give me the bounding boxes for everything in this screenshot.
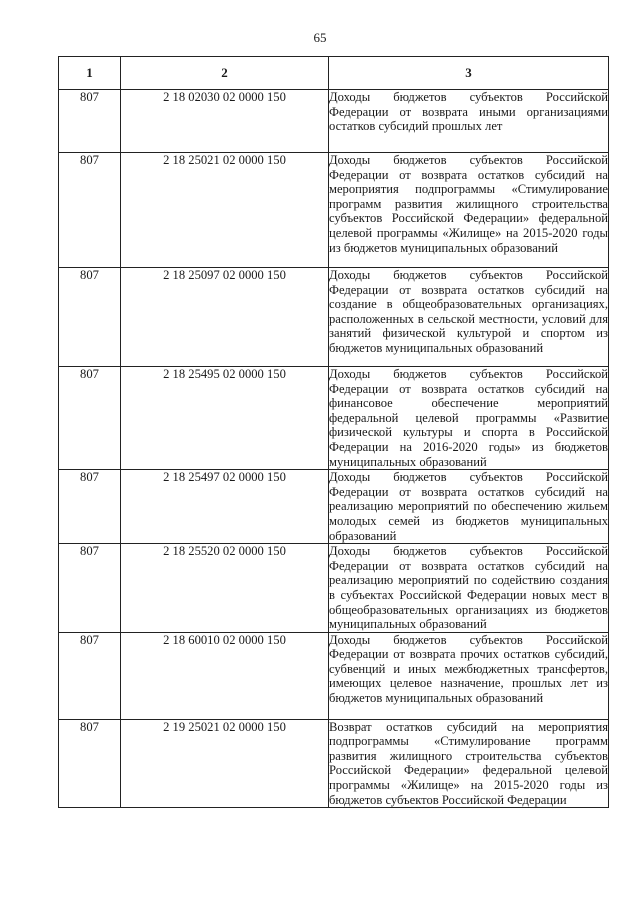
description-cell: Возврат остатков субсидий на мероприятия подпрограммы «Стимулирование программ развития жилищного строительства субъектов Российской Федерации» федеральной целевой программы «Жилище» на 2015-2020 годы из бюджетов субъектов Российской Федерации: [329, 719, 608, 807]
budget-code-cell: 2 18 02030 02 0000 150: [121, 90, 329, 153]
admin-code-cell: 807: [59, 544, 121, 633]
admin-code-cell: 807: [59, 719, 121, 808]
column-header-1: 1: [59, 57, 121, 90]
budget-code-cell: 2 18 25520 02 0000 150: [121, 544, 329, 633]
table-row: [59, 153, 609, 268]
description-cell: Доходы бюджетов субъектов Российской Федерации от возврата остатков субсидий на реализацию мероприятий по обеспечению жильем молодых семей из бюджетов муниципальных образований: [329, 470, 608, 543]
admin-code-cell: 807: [59, 90, 121, 153]
admin-code-cell: 807: [59, 470, 121, 544]
budget-code-cell: 2 18 60010 02 0000 150: [121, 632, 329, 719]
admin-code-cell: 807: [59, 367, 121, 470]
table-row: [59, 268, 609, 367]
description-cell: Доходы бюджетов субъектов Российской Федерации от возврата остатков субсидий на создание в общеобразовательных организациях, расположенных в сельской местности, условий для занятий физической культурой и спортом из бюджетов муниципальных образований: [329, 268, 609, 367]
budget-code-cell: 2 18 25497 02 0000 150: [121, 470, 329, 544]
table-header-row: [59, 57, 609, 90]
table-row: [59, 544, 609, 633]
description-cell: Доходы бюджетов субъектов Российской Федерации от возврата остатков субсидий на реализацию мероприятий по содействию создания в субъектах Российской Федерации новых мест в общеобразовательных организациях из бюджетов муниципальных образований: [329, 544, 608, 632]
page-number: 65: [313, 30, 327, 45]
description-cell: Доходы бюджетов субъектов Российской Федерации от возврата иными организациями остатков субсидий прошлых лет: [329, 90, 609, 153]
table-row: [59, 470, 609, 544]
table-row: [59, 719, 609, 808]
table-row: [59, 367, 609, 470]
description-cell: Доходы бюджетов субъектов Российской Федерации от возврата прочих остатков субсидий, субвенций и иных межбюджетных трансфертов, имеющих целевое назначение, прошлых лет из бюджетов муниципальных образований: [329, 632, 609, 719]
budget-code-cell: 2 18 25097 02 0000 150: [121, 268, 329, 367]
budget-revenue-table: [58, 56, 609, 808]
table-row: [59, 632, 609, 719]
column-header-2: 2: [121, 57, 329, 90]
description-cell: Доходы бюджетов субъектов Российской Федерации от возврата остатков субсидий на финансовое обеспечение мероприятий федеральной целевой программы «Развитие физической культуры и спорта в Российской Федерации на 2016-2020 годы» из бюджетов муниципальных образований: [329, 367, 608, 469]
budget-code-cell: 2 19 25021 02 0000 150: [121, 719, 329, 808]
table-row: [59, 90, 609, 153]
budget-code-cell: 2 18 25495 02 0000 150: [121, 367, 329, 470]
description-cell: Доходы бюджетов субъектов Российской Федерации от возврата остатков субсидий на мероприятия подпрограммы «Стимулирование программ развития жилищного строительства субъектов Российской Федерации» федеральной целевой программы «Жилище» на 2015-2020 годы из бюджетов муниципальных образований: [329, 153, 609, 268]
budget-code-cell: 2 18 25021 02 0000 150: [121, 153, 329, 268]
admin-code-cell: 807: [59, 268, 121, 367]
admin-code-cell: 807: [59, 632, 121, 719]
admin-code-cell: 807: [59, 153, 121, 268]
column-header-3: 3: [329, 57, 609, 90]
